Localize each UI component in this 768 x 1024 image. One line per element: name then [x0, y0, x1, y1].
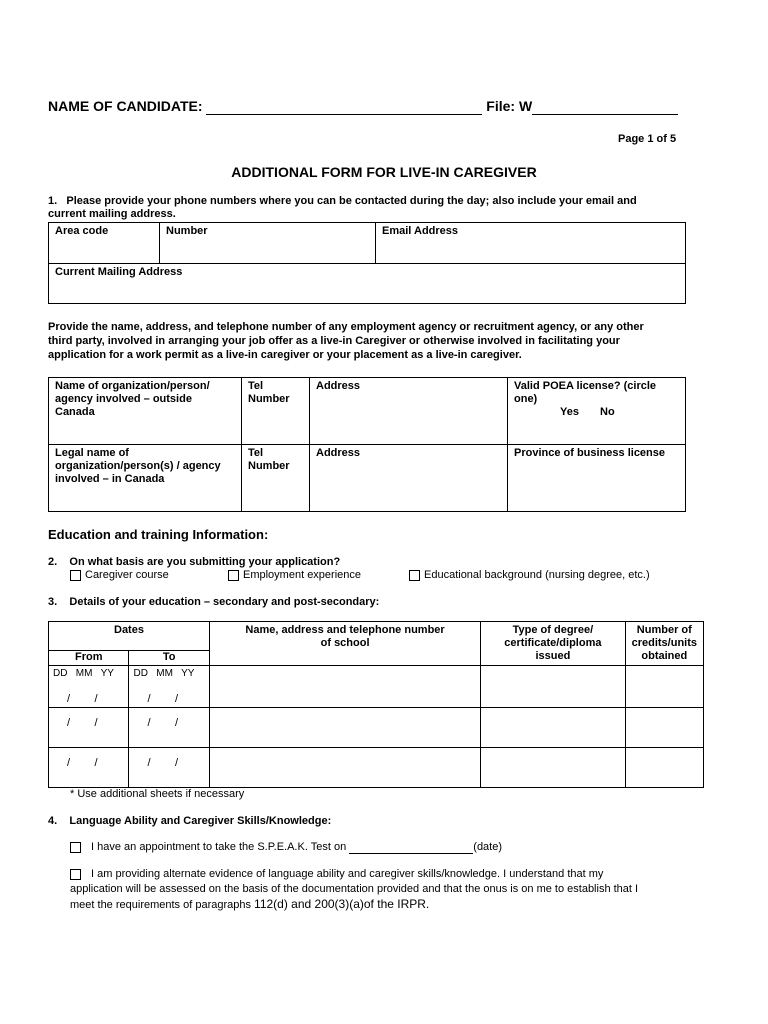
- q2-option-label: Educational background (nursing degree, etc.): [424, 569, 650, 581]
- tel-label-2b: Number: [248, 460, 290, 472]
- speak-date-field[interactable]: [349, 841, 473, 854]
- agency-table: [48, 377, 686, 512]
- agency-para-line2: third party, involved in arranging your job offer as a live-in Caregiver or otherwise involved in facilitating your: [48, 335, 620, 347]
- q2-question: On what basis are you submitting your application?: [69, 556, 341, 568]
- additional-sheets-note: * Use additional sheets if necessary: [70, 788, 245, 800]
- province-label: Province of business license: [514, 447, 666, 459]
- q2-text: [48, 556, 340, 568]
- q3-text: [48, 596, 379, 608]
- candidate-label: NAME OF CANDIDATE:: [48, 98, 203, 114]
- date-slashes: / /: [67, 693, 98, 705]
- q4-number: 4.: [48, 815, 58, 827]
- credits-l3: obtained: [641, 650, 688, 662]
- poea-cell[interactable]: [508, 378, 686, 445]
- agency-outside-l3: Canada: [55, 406, 95, 418]
- contact-table: [48, 222, 686, 304]
- checkbox[interactable]: [228, 570, 239, 581]
- tel-label-1a: Tel: [248, 380, 264, 392]
- q2-option-label: Caregiver course: [85, 569, 169, 581]
- alt-line2: application will be assessed on the basis of the documentation provided and that the onus is on me to establish that I: [70, 883, 639, 895]
- q1-line1: Please provide your phone numbers where you can be contacted during the day; also include your email and: [66, 195, 637, 207]
- poea-l1: Valid POEA license? (circle: [514, 380, 657, 392]
- dd-mm-yy-label: DD MM YY: [133, 668, 195, 679]
- school-cell[interactable]: [209, 748, 480, 788]
- from-label: From: [74, 651, 103, 664]
- mailing-address-label: Current Mailing Address: [55, 266, 183, 278]
- poea-yes[interactable]: Yes: [560, 406, 579, 418]
- agency-canada-l3: involved – in Canada: [55, 473, 165, 485]
- education-heading: Education and training Information:: [48, 527, 269, 542]
- mailing-address-cell[interactable]: [49, 264, 686, 304]
- dd-mm-yy-label: DD MM YY: [53, 668, 114, 679]
- form-title: ADDITIONAL FORM FOR LIVE-IN CAREGIVER: [231, 164, 537, 180]
- tel-cell-1[interactable]: [242, 378, 310, 445]
- q3-number: 3.: [48, 596, 58, 608]
- checkbox[interactable]: [409, 570, 420, 581]
- from-date-cell[interactable]: [49, 708, 129, 748]
- address-cell-2[interactable]: [310, 445, 508, 512]
- degree-l2: certificate/diploma: [504, 637, 602, 649]
- poea-l2: one): [514, 393, 538, 405]
- q2-option-education[interactable]: [409, 569, 650, 581]
- tel-label-2a: Tel: [248, 447, 264, 459]
- alt-line1: I am providing alternate evidence of language ability and caregiver skills/knowledge. I understand that my: [91, 868, 604, 880]
- q3-question: Details of your education – secondary and post-secondary:: [69, 596, 380, 608]
- number-label: Number: [166, 225, 208, 237]
- credits-l2: credits/units: [631, 637, 697, 649]
- file-label: File: W: [486, 98, 533, 114]
- alternate-evidence-option[interactable]: [70, 867, 638, 913]
- agency-canada-l1: Legal name of: [55, 447, 129, 459]
- agency-paragraph: [48, 320, 644, 362]
- to-label: To: [162, 651, 176, 664]
- credits-l1: Number of: [636, 624, 692, 636]
- poea-no[interactable]: No: [600, 406, 615, 418]
- date-slashes: / /: [147, 717, 179, 729]
- q2-option-caregiver[interactable]: [70, 569, 169, 581]
- agency-para-line3: application for a work permit as a live-in caregiver or your placement as a live-in caregiver.: [48, 349, 522, 361]
- q2-option-label: Employment experience: [243, 569, 362, 581]
- checkbox[interactable]: [70, 570, 81, 581]
- degree-cell[interactable]: [481, 708, 625, 748]
- degree-cell[interactable]: [481, 666, 625, 708]
- speak-date-label: (date): [473, 841, 503, 853]
- agency-canada-l2: organization/person(s) / agency: [55, 460, 221, 472]
- education-table: [48, 621, 704, 788]
- date-slashes: / /: [67, 757, 98, 769]
- to-date-cell[interactable]: [129, 666, 209, 708]
- degree-l1: Type of degree/: [512, 624, 594, 636]
- credits-cell[interactable]: [625, 666, 703, 708]
- province-cell[interactable]: [508, 445, 686, 512]
- email-cell[interactable]: [376, 223, 686, 264]
- degree-header: [481, 622, 625, 666]
- address-cell-1[interactable]: [310, 378, 508, 445]
- q1-number: 1.: [48, 195, 58, 207]
- to-date-cell[interactable]: [129, 708, 209, 748]
- address-label-1: Address: [316, 380, 361, 392]
- to-header: [129, 651, 209, 666]
- agency-para-line1: Provide the name, address, and telephone number of any employment agency or recruitment agency, or any other: [48, 321, 644, 333]
- from-header: [49, 651, 129, 666]
- candidate-header: [48, 98, 678, 115]
- agency-canada-name-cell[interactable]: [49, 445, 242, 512]
- candidate-name-field[interactable]: [206, 98, 482, 115]
- from-date-cell[interactable]: [49, 666, 129, 708]
- page-number: Page 1 of 5: [618, 133, 677, 145]
- alt-line3b: 112(d) and 200(3)(a)of the IRPR.: [254, 897, 430, 911]
- date-slashes: / /: [147, 757, 179, 769]
- agency-outside-name-cell[interactable]: [49, 378, 242, 445]
- school-cell[interactable]: [209, 666, 480, 708]
- alt-line3a: meet the requirements of paragraphs: [70, 899, 255, 911]
- school-l2: of school: [320, 637, 370, 649]
- q4-heading: [48, 815, 331, 827]
- checkbox[interactable]: [70, 842, 81, 853]
- tel-cell-2[interactable]: [242, 445, 310, 512]
- school-l1: Name, address and telephone number: [245, 624, 445, 636]
- credits-cell[interactable]: [625, 748, 703, 788]
- q2-number: 2.: [48, 556, 58, 568]
- tel-label-1b: Number: [248, 393, 290, 405]
- address-label-2: Address: [316, 447, 361, 459]
- agency-outside-l2: agency involved – outside: [55, 393, 192, 405]
- degree-l3: issued: [535, 650, 571, 662]
- q2-option-employment[interactable]: [228, 569, 361, 581]
- q1-line2: current mailing address.: [48, 208, 176, 220]
- area-code-label: Area code: [55, 225, 109, 237]
- dates-header: [49, 622, 210, 651]
- from-date-cell[interactable]: [49, 748, 129, 788]
- q1-text: [48, 195, 637, 221]
- date-slashes: / /: [67, 717, 98, 729]
- degree-cell[interactable]: [481, 748, 625, 788]
- school-cell[interactable]: [209, 708, 480, 748]
- area-code-cell[interactable]: [49, 223, 160, 264]
- file-number-field[interactable]: [532, 98, 678, 115]
- speak-text: I have an appointment to take the S.P.E.A.K. Test on: [91, 841, 347, 853]
- school-header: [209, 622, 480, 666]
- number-cell[interactable]: [160, 223, 376, 264]
- credits-header: [625, 622, 703, 666]
- speak-test-option[interactable]: [70, 841, 502, 854]
- checkbox[interactable]: [70, 869, 81, 880]
- date-slashes: / /: [147, 693, 179, 705]
- q4-heading-text: Language Ability and Caregiver Skills/Knowledge:: [69, 815, 332, 827]
- dates-label: Dates: [114, 624, 144, 636]
- agency-outside-l1: Name of organization/person/: [55, 380, 210, 392]
- to-date-cell[interactable]: [129, 748, 209, 788]
- email-label: Email Address: [382, 225, 459, 237]
- credits-cell[interactable]: [625, 708, 703, 748]
